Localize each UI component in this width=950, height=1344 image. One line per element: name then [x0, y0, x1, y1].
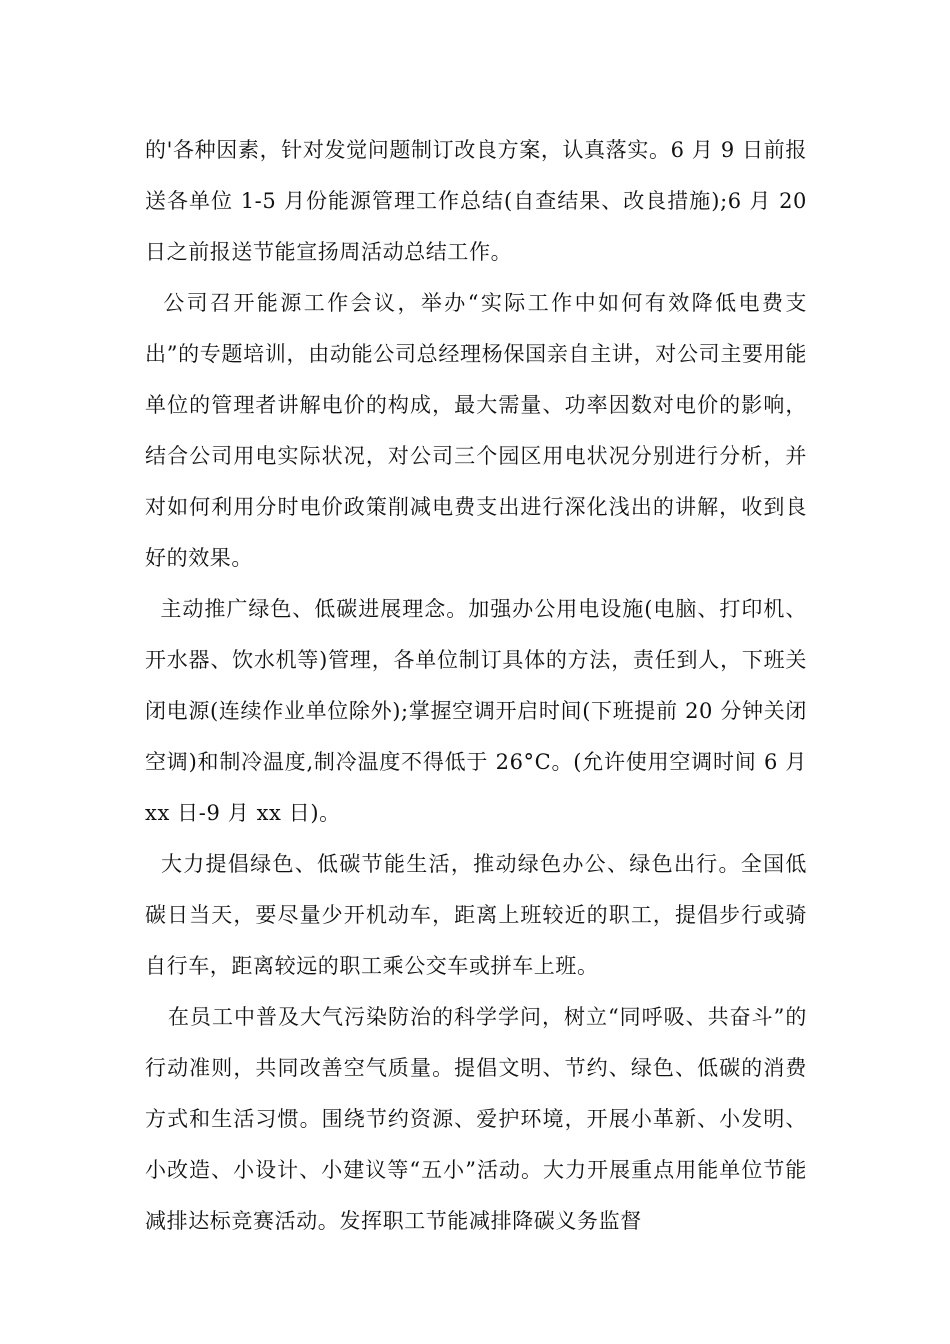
document-body	[145, 125, 815, 1247]
paragraph-3: 主动推广绿色、低碳进展理念。加强办公用电设施(电脑、打印机、开水器、饮水机等)管理，各单位制订具体的方法，责任到人，下班关闭电源(连续作业单位除外);掌握空调开启时间(下班提前 20 分钟关闭空调)和制冷温度,制冷温度不得低于 26°C。(允许使用空调时间 6 月 xx 日-9 月 xx 日)。	[145, 597, 815, 825]
paragraph-4: 大力提倡绿色、低碳节能生活，推动绿色办公、绿色出行。全国低碳日当天，要尽量少开机动车，距离上班较近的职工，提倡步行或骑自行车，距离较远的职工乘公交车或拼车上班。	[145, 852, 807, 978]
paragraph-1: 的'各种因素，针对发觉问题制订改良方案，认真落实。6 月 9 日前报送各单位 1-5 月份能源管理工作总结(自查结果、改良措施);6 月 20 日之前报送节能宣扬周活动总结工作。	[145, 138, 807, 264]
paragraph-2: 公司召开能源工作会议，举办“实际工作中如何有效降低电费支出”的专题培训，由动能公司总经理杨保国亲自主讲，对公司主要用能单位的管理者讲解电价的构成，最大需量、功率因数对电价的影响，结合公司用电实际状况，对公司三个园区用电状况分别进行分析，并对如何利用分时电价政策削减电费支出进行深化浅出的讲解，收到良好的效果。	[145, 291, 807, 570]
paragraph-5: 在员工中普及大气污染防治的科学学问，树立“同呼吸、共奋斗”的行动准则，共同改善空气质量。提倡文明、节约、绿色、低碳的消费方式和生活习惯。围绕节约资源、爱护环境，开展小革新、小发明、小改造、小设计、小建议等“五小”活动。大力开展重点用能单位节能减排达标竞赛活动。发挥职工节能减排降碳义务监督	[145, 1005, 807, 1233]
